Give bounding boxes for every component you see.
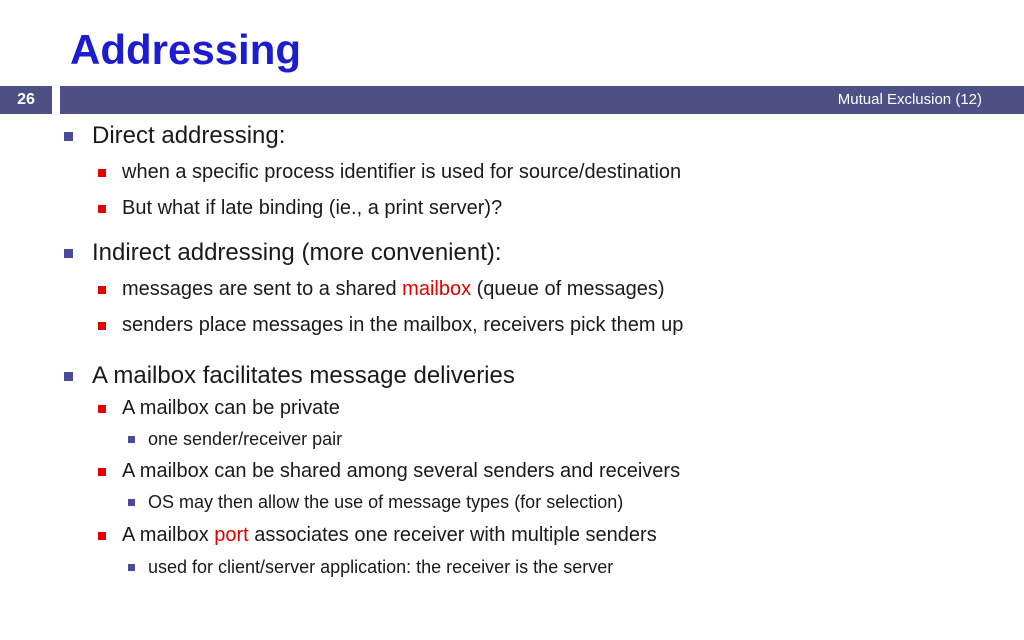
square-bullet-icon [64,249,73,258]
bullet-text: Indirect addressing (more convenient): [92,239,502,266]
bullet-client-server [148,557,613,578]
square-bullet-icon [98,205,106,213]
highlight-port: port [214,524,249,546]
bullet-text: A mailbox can be shared among several senders and receivers [122,460,681,482]
bullet-text: A mailbox can be private [122,397,340,419]
bullet-text: But what if late binding (ie., a print server)? [122,197,503,219]
bullet-mailbox-shared [122,460,680,483]
bullet-text: Direct addressing: [92,122,286,149]
bullet-sender-receiver-pair [148,429,342,450]
bullet-direct-addressing [92,122,285,150]
bullet-text: when a specific process identifier is used for source/destination [122,161,682,183]
bullet-text: A mailbox facilitates message deliveries [92,362,515,389]
bullet-text: one sender/receiver pair [148,429,343,449]
bullet-text-pre: messages are sent to a shared [122,278,403,300]
section-label: Mutual Exclusion (12) [837,91,982,108]
bullet-text-post: associates one receiver with multiple senders [248,524,657,546]
bullet-indirect-addressing [92,239,502,267]
square-bullet-icon [98,405,106,413]
square-bullet-icon [64,372,73,381]
bullet-text-pre: A mailbox [122,524,215,546]
square-bullet-icon [98,169,106,177]
bullet-senders-receivers [122,314,683,337]
square-bullet-icon [98,532,106,540]
bullet-message-types [148,492,623,513]
square-bullet-icon [128,499,135,506]
bullet-text: used for client/server application: the receiver is the server [148,557,614,577]
highlight-mailbox: mailbox [402,278,472,300]
square-bullet-icon [64,132,73,141]
square-bullet-icon [98,322,106,330]
bullet-mailbox-facilitates [92,362,515,390]
slide-title: Addressing [70,26,302,73]
bullet-text: OS may then allow the use of message types (for selection) [148,492,624,512]
bullet-shared-mailbox [122,278,665,301]
square-bullet-icon [128,564,135,571]
square-bullet-icon [128,436,135,443]
bullet-late-binding [122,197,502,220]
bullet-text-post: (queue of messages) [471,278,665,300]
bullet-text: senders place messages in the mailbox, receivers pick them up [122,314,684,336]
bullet-specific-identifier [122,161,681,184]
bullet-mailbox-port [122,524,657,547]
square-bullet-icon [98,286,106,294]
slide-number: 26 [17,91,35,108]
square-bullet-icon [98,468,106,476]
bullet-mailbox-private [122,397,340,420]
